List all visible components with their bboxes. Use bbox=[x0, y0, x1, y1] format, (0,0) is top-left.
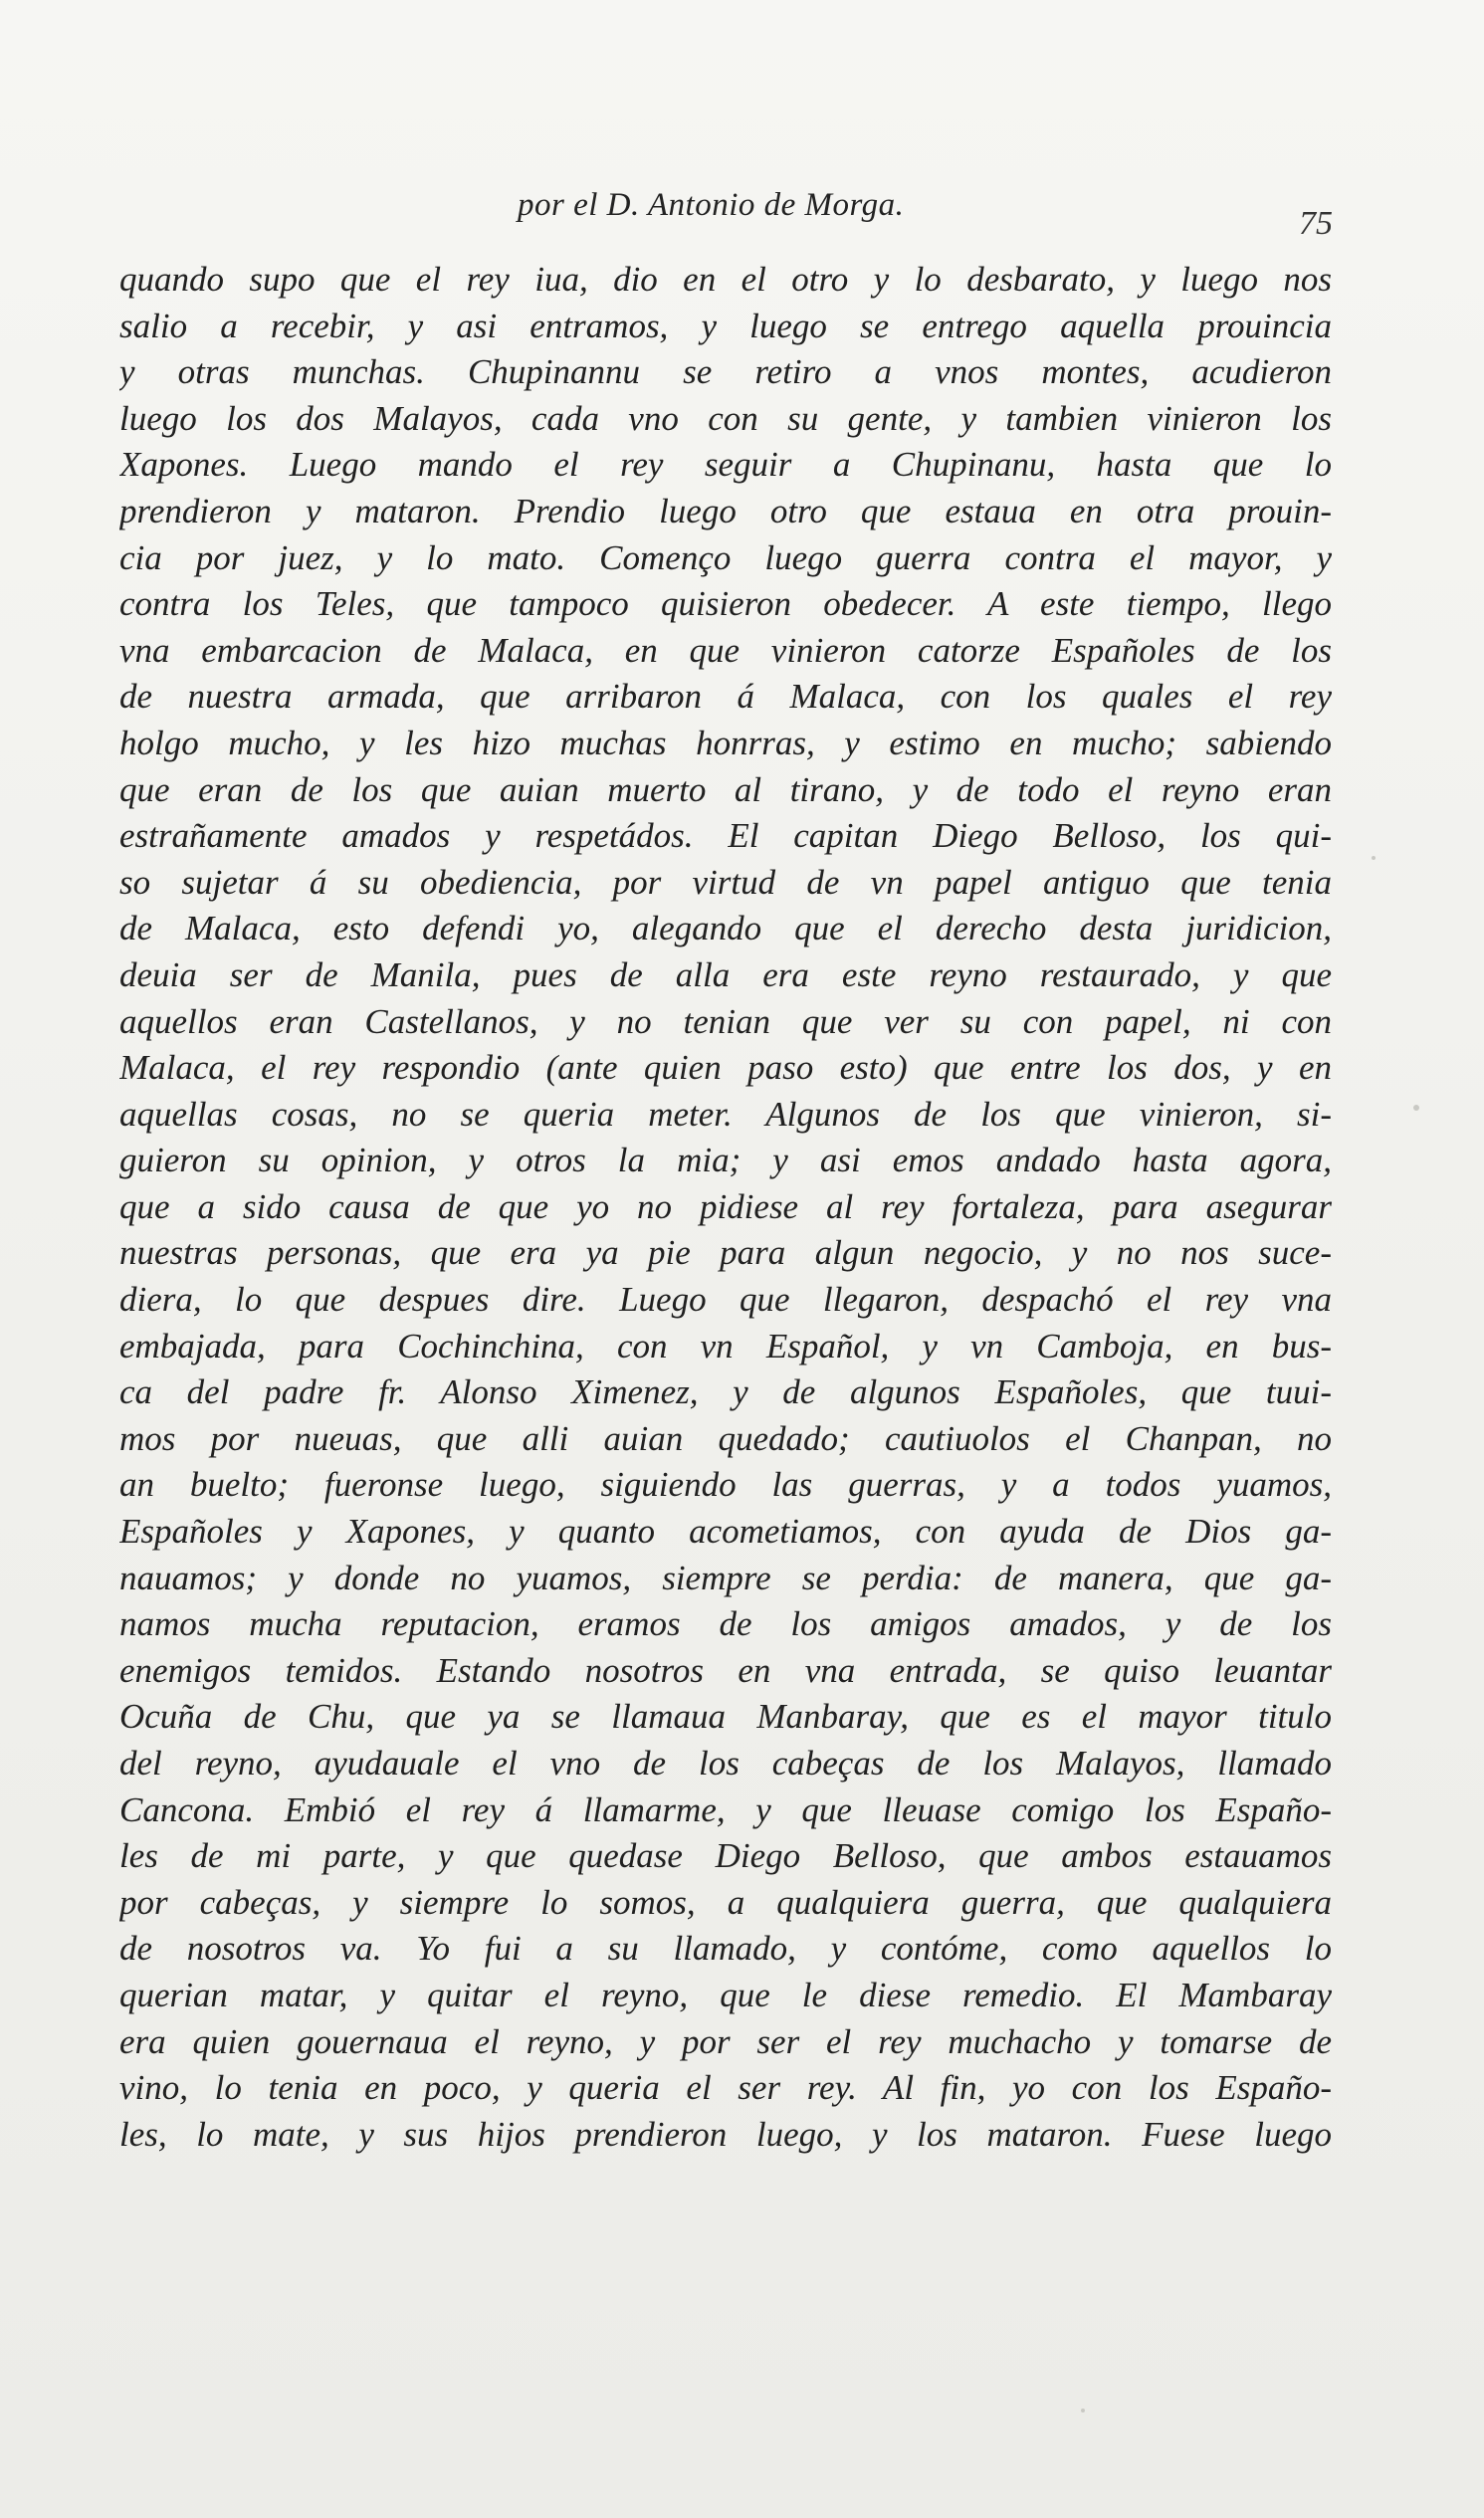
body-text bbox=[119, 257, 1332, 2158]
text-line: Malaca, el rey respondio (ante quien paso esto) que entre los dos, y en bbox=[119, 1048, 1332, 1088]
text-line: estrañamente amados y respetádos. El capitan Diego Belloso, los qui- bbox=[119, 816, 1332, 856]
text-line: cia por juez, y lo mato. Començo luego guerra contra el mayor, y bbox=[119, 537, 1332, 577]
text-line: Xapones. Luego mando el rey seguir a Chupinanu, hasta que lo bbox=[119, 445, 1332, 485]
text-line: aquellos eran Castellanos, y no tenian que ver su con papel, ni con bbox=[119, 1001, 1332, 1041]
text-line: Ocuña de Chu, que ya se llamaua Manbaray, que es el mayor titulo bbox=[119, 1697, 1332, 1737]
text-line: les de mi parte, y que quedase Diego Belloso, que ambos estauamos bbox=[119, 1836, 1332, 1876]
text-line: mos por nueuas, que alli auian quedado; cautiuolos el Chanpan, no bbox=[119, 1418, 1332, 1458]
text-line: prendieron y mataron. Prendio luego otro que estaua en otra prouin- bbox=[119, 491, 1332, 530]
text-line: y otras munchas. Chupinannu se retiro a vnos montes, acudieron bbox=[119, 352, 1332, 392]
text-line: Cancona. Embió el rey á llamarme, y que lleuase comigo los Españo- bbox=[119, 1789, 1332, 1829]
text-line: del reyno, ayudauale el vno de los cabeças de los Malayos, llamado bbox=[119, 1744, 1332, 1783]
text-line: quando supo que el rey iua, dio en el otro y lo desbarato, y luego nos bbox=[119, 260, 1332, 299]
text-line: vna embarcacion de Malaca, en que vinieron catorze Españoles de los bbox=[119, 630, 1332, 670]
text-line: que eran de los que auian muerto al tirano, y de todo el reyno eran bbox=[119, 769, 1332, 809]
text-line: era quien gouernaua el reyno, y por ser el rey muchacho y tomarse de bbox=[119, 2021, 1332, 2061]
text-line: holgo mucho, y les hizo muchas honrras, y estimo en mucho; sabiendo bbox=[119, 723, 1332, 762]
text-line: les, lo mate, y sus hijos prendieron luego, y los mataron. Fuese luego bbox=[119, 2114, 1332, 2154]
page-header bbox=[0, 187, 1484, 247]
text-line: so sujetar á su obediencia, por virtud de vn papel antiguo que tenia bbox=[119, 862, 1332, 902]
text-line: de nuestra armada, que arribaron á Malaca, con los quales el rey bbox=[119, 677, 1332, 717]
text-line: ca del padre fr. Alonso Ximenez, y de algunos Españoles, que tuui- bbox=[119, 1372, 1332, 1412]
paper-speck bbox=[1413, 1105, 1419, 1111]
text-line: salio a recebir, y asi entramos, y luego se entrego aquella prouincia bbox=[119, 306, 1332, 345]
page-number: 75 bbox=[1299, 205, 1333, 242]
text-line: an buelto; fueronse luego, siguiendo las guerras, y a todos yuamos, bbox=[119, 1465, 1332, 1505]
text-line: guieron su opinion, y otros la mia; y asi emos andado hasta agora, bbox=[119, 1141, 1332, 1180]
text-line: embajada, para Cochinchina, con vn Español, y vn Camboja, en bus- bbox=[119, 1326, 1332, 1365]
text-line: nuestras personas, que era ya pie para algun negocio, y no nos suce- bbox=[119, 1233, 1332, 1273]
text-line: nauamos; y donde no yuamos, siempre se perdia: de manera, que ga- bbox=[119, 1558, 1332, 1597]
text-line: deuia ser de Manila, pues de alla era este reyno restaurado, y que bbox=[119, 954, 1332, 994]
text-line: luego los dos Malayos, cada vno con su gente, y tambien vinieron los bbox=[119, 398, 1332, 438]
paper-speck bbox=[1372, 856, 1376, 860]
text-line: aquellas cosas, no se queria meter. Algunos de los que vinieron, si- bbox=[119, 1094, 1332, 1134]
text-line: querian matar, y quitar el reyno, que le diese remedio. El Mambaray bbox=[119, 1975, 1332, 2014]
text-line: diera, lo que despues dire. Luego que llegaron, despachó el rey vna bbox=[119, 1280, 1332, 1320]
text-line: por cabeças, y siempre lo somos, a qualquiera guerra, que qualquiera bbox=[119, 1882, 1332, 1922]
running-head: por el D. Antonio de Morga. bbox=[518, 187, 905, 223]
text-line: vino, lo tenia en poco, y queria el ser rey. Al fin, yo con los Españo- bbox=[119, 2068, 1332, 2108]
text-line: que a sido causa de que yo no pidiese al rey fortaleza, para asegurar bbox=[119, 1186, 1332, 1226]
text-line: contra los Teles, que tampoco quisieron obedecer. A este tiempo, llego bbox=[119, 584, 1332, 624]
text-line: de Malaca, esto defendi yo, alegando que el derecho desta juridicion, bbox=[119, 909, 1332, 948]
text-line: namos mucha reputacion, eramos de los amigos amados, y de los bbox=[119, 1604, 1332, 1644]
paper-speck bbox=[1081, 2409, 1085, 2413]
text-line: de nosotros va. Yo fui a su llamado, y contóme, como aquellos lo bbox=[119, 1929, 1332, 1969]
text-line: enemigos temidos. Estando nosotros en vna entrada, se quiso leuantar bbox=[119, 1650, 1332, 1690]
text-line: Españoles y Xapones, y quanto acometiamos, con ayuda de Dios ga- bbox=[119, 1512, 1332, 1552]
